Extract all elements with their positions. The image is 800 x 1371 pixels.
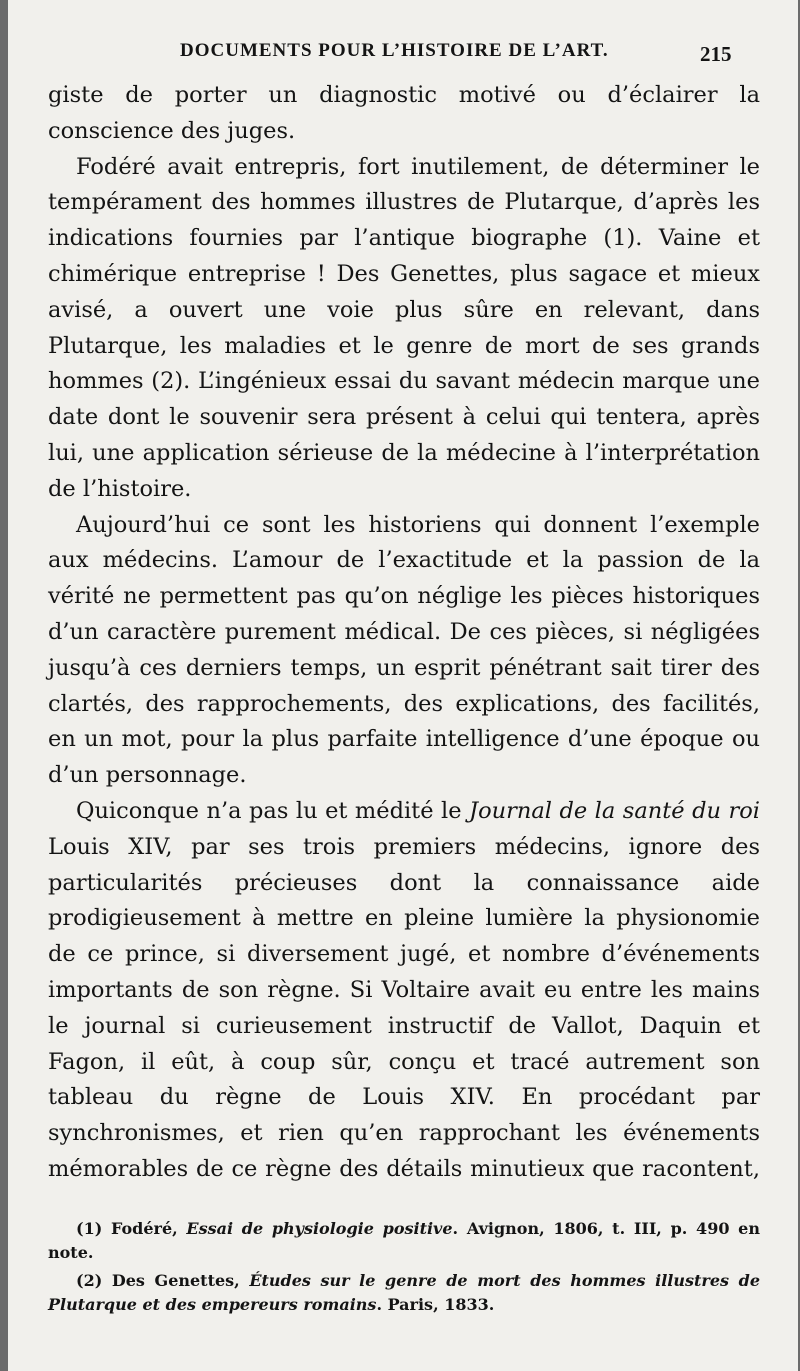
paragraph-fodere: Fodéré avait entrepris, fort inutilement, de déterminer le tempérament des hommes illustres de Plutarque, d’après les indications fournies par l’antique biographe (1). Vaine et chimérique entreprise ! Des Genettes, plus sagace et mieux avisé, a ouvert une voie plus sûre en relevant, dans Plutarque, les maladies et le genre de mort de ses grands hommes (2). L’ingénieux essai du savant médecin marque une date dont le souvenir sera présent à celui qui tentera, après lui, une application sérieuse de la médecine à l’interprétation de l’histoire.: [48, 153, 760, 502]
footnote-1: [48, 1217, 760, 1265]
footnote-1-rest: . Avignon, 1806, t. III, p. 490 en note.: [48, 1219, 760, 1262]
page-header: [8, 36, 798, 76]
footnote-1-mark: (1) Fodéré,: [76, 1219, 187, 1238]
paragraph-journal-rest: Louis XIV, par ses trois premiers médecins, ignore des particularités précieuses dont la connaissance aide prodigieusement à mettre en pleine lumière la physionomie de ce prince, si diversement jugé, et nombre d’événements importants de son règne. Si Voltaire avait eu entre les mains le journal si curieusement instructif de Vallot, Daquin et Fagon, il eût, à coup sûr, conçu et tracé autrement son tableau du règne de Louis XIV. En procédant par synchronismes, et rien qu’en rapprochant les événements mémorables de ce règne des détails minutieux que racontent,: [48, 833, 760, 1182]
book-page: [8, 0, 798, 1371]
paragraph-journal: [48, 794, 760, 1188]
paragraph-historians: Aujourd’hui ce sont les historiens qui donnent l’exemple aux médecins. L’amour de l’exactitude et la passion de la vérité ne permettent pas qu’on néglige les pièces historiques d’un caractère purement médical. De ces pièces, si négligées jusqu’à ces derniers temps, un esprit pénétrant sait tirer des clartés, des rapprochements, des explications, des facilités, en un mot, pour la plus parfaite intelligence d’une époque ou d’un personnage.: [48, 511, 760, 789]
main-text: [48, 78, 760, 1188]
paragraph-continued: giste de porter un diagnostic motivé ou d’éclairer la conscience des juges.: [48, 82, 760, 144]
page-number: 215: [700, 42, 732, 66]
footnote-2-mark: (2) Des Genettes,: [76, 1271, 250, 1290]
journal-title: Journal de la santé du roi: [469, 797, 760, 824]
paragraph-journal-lead: Quiconque n’a pas lu et médité le: [76, 797, 470, 824]
footnote-1-title: Essai de physiologie positive: [186, 1219, 453, 1238]
footnotes: [48, 1217, 760, 1317]
running-title: DOCUMENTS POUR L’HISTOIRE DE L’ART.: [180, 40, 609, 61]
footnote-2-title: Études sur le genre de mort des hommes illustres de Plutarque et des empereurs romains: [48, 1271, 760, 1314]
footnote-2-rest: . Paris, 1833.: [376, 1295, 495, 1314]
footnote-2: [48, 1269, 760, 1317]
